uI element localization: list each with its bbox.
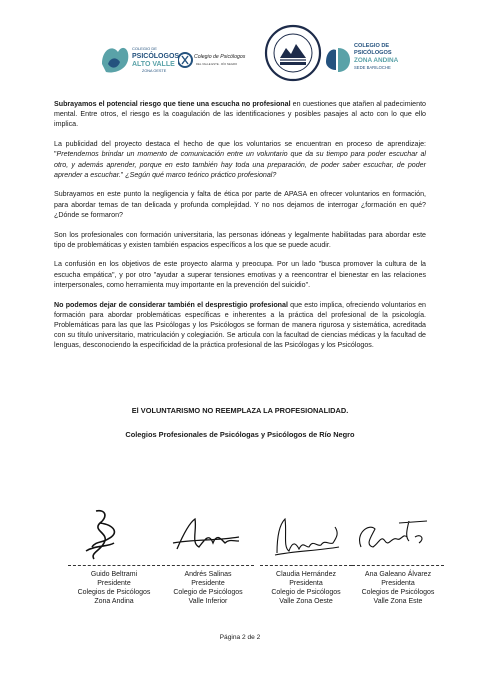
signatory-name: Guido Beltrami xyxy=(90,571,138,578)
logo-text: ZONA ANDINA xyxy=(354,57,399,64)
quoted-text: Pretendemos brindar un momento de comunicación entre un voluntario que da su tiempo para poder escuchar al otro, y además aprender, porque en esto también hay toda una preparación, de poder saber escuchar, de poder aprender a escuchar. xyxy=(54,150,426,179)
signatory-org: Colegios de Psicólogos xyxy=(361,589,435,596)
signatory-org: Colegios de Psicólogos xyxy=(77,589,151,596)
paragraph: Subrayamos en este punto la negligencia y falta de ética por parte de APASA en ofrecer voluntarios en formación, para abordar temas de tan delicada y profunda complejidad. Y no nos dejamos de interrogar ¿formación en qué? ¿Dónde se formaron? xyxy=(54,190,426,219)
signatory-role: Presidenta xyxy=(381,580,415,587)
signature-line xyxy=(68,565,160,566)
logo-text: COLEGIO DE xyxy=(132,46,157,51)
paragraph-text: " xyxy=(120,170,126,179)
zona-andina-logo xyxy=(322,34,414,82)
paragraph xyxy=(54,139,426,180)
logo-text: COLEGIO DE xyxy=(354,43,390,49)
signature-line xyxy=(162,565,254,566)
logo-text: DEL VALLE ESTE · RÍO NEGRO xyxy=(196,62,238,66)
closing-statement: El VOLUNTARISMO NO REEMPLAZA LA PROFESIONALIDAD. xyxy=(131,406,349,415)
paragraph-text: en cuestiones que atañen al padecimiento mental. Entre otros, el riesgo es la coagulación de las identificaciones y posibles pasajes al acto con lo que ello implica. xyxy=(54,100,426,129)
paragraph-text: La publicidad del proyecto destaca el hecho de que los voluntarios se encuentran en proceso de aprendizaje: " xyxy=(54,140,426,159)
valle-inferior-logo xyxy=(178,34,258,82)
paragraph xyxy=(54,300,426,351)
signatory-org: Colegio de Psicólogos xyxy=(271,589,341,596)
signatory-block xyxy=(258,565,354,606)
signatory-role: Presidenta xyxy=(289,580,323,587)
signature-line xyxy=(260,565,352,566)
logo-text: SEDE BARILOCHE xyxy=(354,65,391,70)
signatory-block xyxy=(66,565,162,606)
paragraph: La confusión en los objetivos de este proyecto alarma y preocupa. Por un lado "busca promover la cultura de la escucha empática", y por otro "ayudar a superar tensiones emotivas y a reencontrar el bienestar en las relaciones interpersonales, como herramienta muy importante en la prevención del suicidio". xyxy=(54,260,426,289)
paragraph: Son los profesionales con formación universitaria, las personas idóneas y legalmente habilitadas para abordar este tipo de problemáticas y existen también espacios específicos a los que se puede acudir. xyxy=(54,230,426,249)
signatory-org: Colegio de Psicólogos xyxy=(173,589,243,596)
signature-image xyxy=(255,503,355,565)
letter-body xyxy=(54,99,426,360)
logo-text: Colegio de Psicólogos xyxy=(194,54,246,60)
logo-text: PSICÓLOGOS xyxy=(132,53,180,60)
paragraph xyxy=(54,99,426,130)
signatory-name: Claudia Hernández xyxy=(276,571,336,578)
signature-line xyxy=(352,565,444,566)
bold-text: No podemos dejar de considerar también el desprestigio profesional xyxy=(54,300,288,309)
closing-signoff: Colegios Profesionales de Psicólogas y Psicólogos de Río Negro xyxy=(125,430,355,439)
signature-image xyxy=(155,503,255,565)
alto-valle-logo xyxy=(98,34,180,82)
signature-image xyxy=(345,503,445,565)
signature-image xyxy=(56,503,156,565)
signatory-zone: Valle Zona Este xyxy=(373,598,423,605)
signatory-block xyxy=(160,565,256,606)
letterhead xyxy=(0,20,480,90)
signatory-role: Presidente xyxy=(191,580,225,587)
logo-text: PSICÓLOGOS xyxy=(354,50,392,56)
page-number: Página 2 de 2 xyxy=(219,634,261,641)
question-text: ¿Según qué marco teórico práctico profesional? xyxy=(125,170,277,179)
logo-text: ZONA OESTE xyxy=(142,69,167,73)
signatory-zone: Valle Inferior xyxy=(188,598,228,605)
seal-logo xyxy=(264,24,322,82)
logo-text: ALTO VALLE xyxy=(132,61,175,68)
signatory-name: Ana Galeano Álvarez xyxy=(364,571,432,578)
paragraph-text: que esto implica, ofreciendo voluntarios en formación para abordar problemáticas específicas e inherentes a la práctica del profesional de la psicología. Problemáticas para las que las Psicólogas y los Psicólogos se forman de manera rigurosa y sistemática, acreditada con su título universitario, matriculación y colegiación. Se articula con la facultad de ciencias médicas y la facultad de lenguas, desconociendo la especificidad de la práctica profesional de las Psicólogas y los Psicólogos. xyxy=(54,300,426,350)
signatory-zone: Valle Zona Oeste xyxy=(279,598,333,605)
signatory-block xyxy=(350,565,446,606)
signatory-name: Andrés Salinas xyxy=(184,571,232,578)
signatory-role: Presidente xyxy=(97,580,131,587)
bold-text: Subrayamos el potencial riesgo que tiene una escucha no profesional xyxy=(54,100,291,108)
signatory-zone: Zona Andina xyxy=(94,598,134,605)
